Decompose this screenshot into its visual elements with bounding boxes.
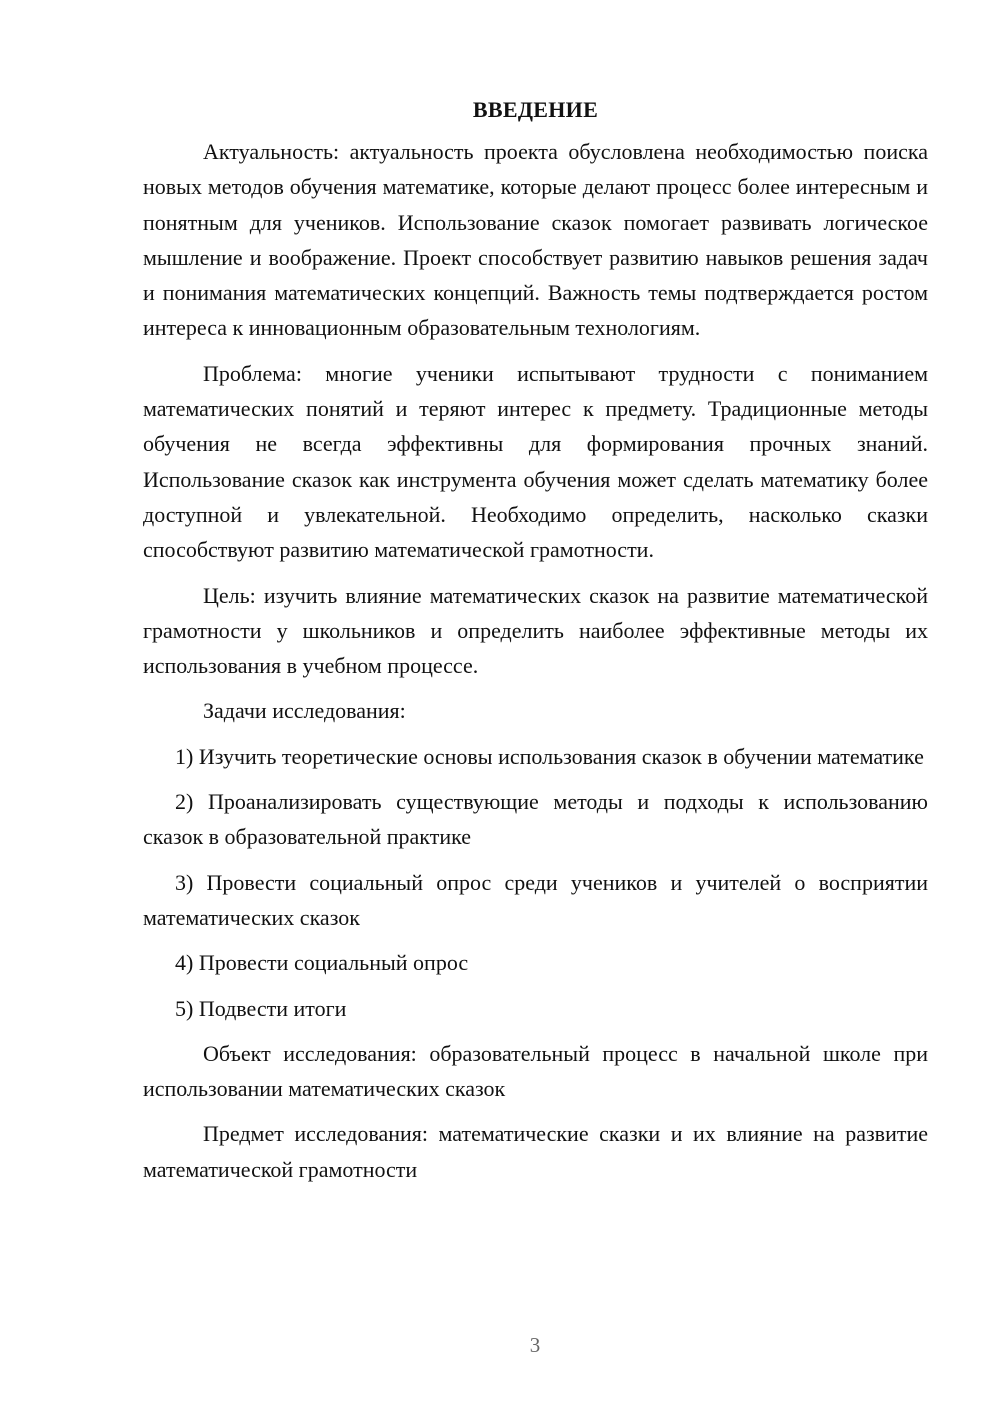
task-item-5: 5) Подвести итоги — [175, 995, 347, 1021]
relevance-paragraph: Актуальность: актуальность проекта обусловлена необходимостью поиска новых методов обучения математике, которые делают процесс более интересным и понятным для учеников. Использование сказок помогает развивать логическое мышление и воображение. Проект способствует развитию навыков решения задач и понимания математических концепций. Важность темы подтверждается ростом интереса к инновационным образовательным технологиям. — [143, 139, 928, 341]
task-item-1: 1) Изучить теоретические основы использования сказок в обучении математике — [175, 743, 924, 769]
problem-paragraph: Проблема: многие ученики испытывают трудности с пониманием математических понятий и теряют интерес к предмету. Традиционные методы обучения не всегда эффективны для формирования прочных знаний. Использование сказок как инструмента обучения может сделать математику более доступной и увлекательной. Необходимо определить, насколько сказки способствуют развитию математической грамотности. — [143, 360, 928, 563]
page-number: 3 — [529, 1333, 541, 1357]
goal-paragraph: Цель: изучить влияние математических сказок на развитие математической грамотности у школьников и определить наиболее эффективные методы их использования в учебном процессе. — [143, 582, 928, 679]
object-paragraph: Объект исследования: образовательный процесс в начальной школе при использовании математических сказок — [143, 1040, 928, 1102]
task-item-4: 4) Провести социальный опрос — [175, 950, 469, 976]
task-item-3: 3) Провести социальный опрос среди учеников и учителей о восприятии математических сказок — [143, 869, 928, 930]
tasks-heading: Задачи исследования: — [203, 698, 406, 724]
task-item-2: 2) Проанализировать существующие методы и подходы к использованию сказок в образовательной практике — [143, 789, 928, 850]
document-page — [143, 92, 928, 1197]
subject-paragraph: Предмет исследования: математические сказки и их влияние на развитие математической грамотности — [143, 1121, 928, 1182]
page-title: ВВЕДЕНИЕ — [472, 97, 599, 122]
